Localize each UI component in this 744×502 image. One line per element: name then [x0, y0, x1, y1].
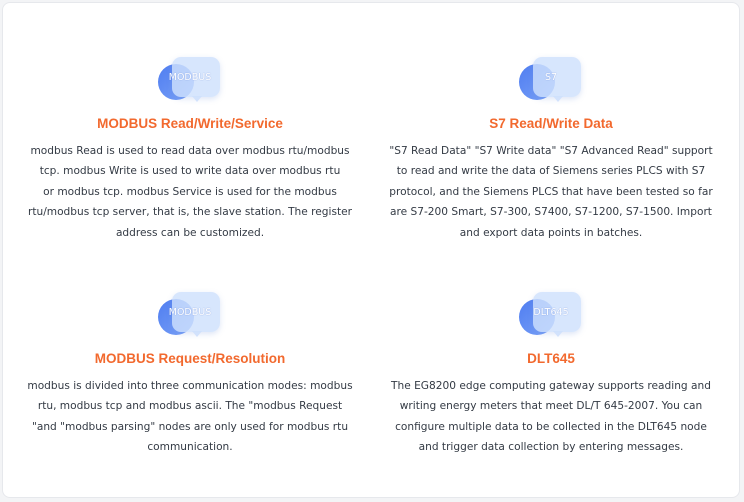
features-panel [2, 2, 740, 498]
feature-card-modbus-request [25, 292, 355, 458]
feature-title: MODBUS Read/Write/Service [97, 116, 283, 131]
feature-title: MODBUS Request/Resolution [94, 351, 286, 366]
feature-description: "S7 Read Data" "S7 Write data" "S7 Advanced Read" support to read and write the data of Siemens series PLCS with S7 protocol, and the Siemens PLCS that have been tested so far are S7-200 Smart, S7-300, S7400, S7-1200, S7-1500. Import and export data points in batches. [389, 145, 713, 239]
s7-icon [519, 57, 583, 103]
feature-description: modbus Read is used to read data over modbus rtu/modbus tcp. modbus Write is used to write data over modbus rtu or modbus tcp. modbus Service is used for the modbus rtu/modbus tcp server, that is, the slave station. The register address can be customized. [27, 145, 353, 239]
icon-label: MODBUS [168, 306, 212, 318]
feature-title: S7 Read/Write Data [489, 116, 613, 131]
feature-description: The EG8200 edge computing gateway supports reading and writing energy meters that meet DL/T 645-2007. You can configure multiple data to be collected in the DLT645 node and trigger data collection by entering messages. [391, 380, 711, 454]
feature-card-dlt645 [386, 292, 716, 458]
icon-label: S7 [544, 71, 558, 83]
icon-label: DLT645 [533, 306, 569, 318]
modbus-icon [158, 57, 222, 103]
feature-card-modbus-read-write [25, 57, 355, 243]
dlt645-icon [519, 292, 583, 338]
feature-description: modbus is divided into three communication modes: modbus rtu, modbus tcp and modbus ascii. The "modbus Request "and "modbus parsing" nodes are only used for modbus rtu communication. [27, 380, 353, 454]
feature-title: DLT645 [527, 351, 575, 366]
modbus-icon [158, 292, 222, 338]
feature-card-s7-read-write [386, 57, 716, 243]
icon-label: MODBUS [168, 71, 212, 83]
